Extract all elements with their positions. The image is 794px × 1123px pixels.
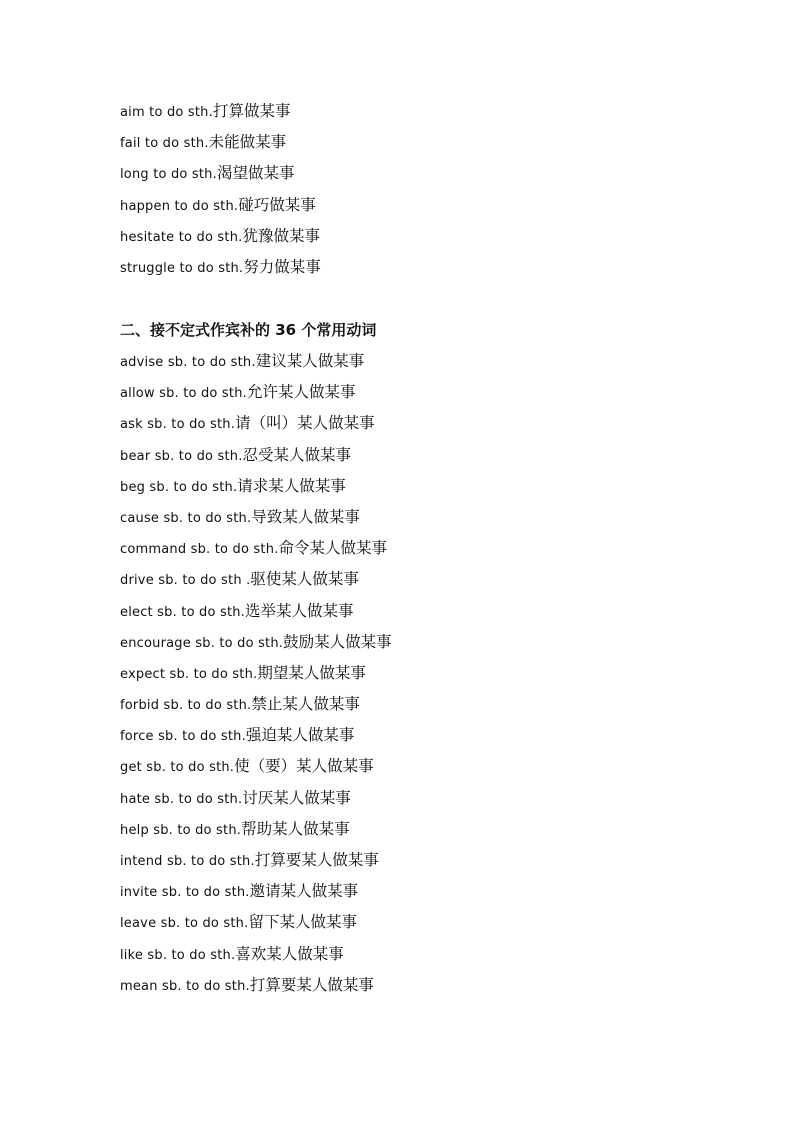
chinese-meaning: 喜欢某人做某事 [235,944,344,963]
english-phrase: allow sb. to do sth. [120,386,247,402]
chinese-meaning: 碰巧做某事 [238,195,316,214]
list-item [120,130,740,161]
chinese-meaning: 打算要某人做某事 [254,851,379,869]
list-item [120,255,740,286]
list-item [120,411,740,442]
list-item [120,474,740,505]
list-item [120,349,740,380]
english-phrase: long to do sth. [120,167,217,183]
english-phrase: help sb. to do sth. [120,822,242,838]
verb-list-section-1 [120,99,740,286]
english-phrase: leave sb. to do sth. [120,916,249,932]
chinese-meaning: 未能做某事 [208,133,287,152]
chinese-meaning: 请求某人做某事 [237,476,346,495]
list-item [120,224,740,255]
section-heading: 二、接不定式作宾补的 36 个常用动词 [120,321,377,339]
list-item [120,786,740,817]
list-item [120,536,740,567]
english-phrase: struggle to do sth. [120,260,244,276]
chinese-meaning: 留下某人做某事 [248,913,357,932]
chinese-meaning: 命令某人做某事 [278,539,387,558]
chinese-meaning: 建议某人做某事 [255,352,365,370]
english-phrase: beg sb. to do sth. [120,479,238,495]
chinese-meaning: 选举某人做某事 [245,601,354,620]
english-phrase: advise sb. to do sth. [120,355,256,370]
chinese-meaning: 邀请某人做某事 [249,882,359,901]
english-phrase: get sb. to do sth. [120,760,235,776]
list-item [120,599,740,630]
chinese-meaning: 帮助某人做某事 [241,819,350,838]
list-item [120,99,740,130]
english-phrase: command sb. to do sth. [120,542,279,558]
english-phrase: expect sb. to do sth. [120,666,258,682]
list-item [120,879,740,910]
chinese-meaning: 允许某人做某事 [246,383,356,402]
english-phrase: force sb. to do sth. [120,729,246,745]
list-item [120,973,740,1004]
english-phrase: aim to do sth. [120,105,213,120]
list-item [120,692,740,723]
english-phrase: cause sb. to do sth. [120,510,252,526]
list-item [120,161,740,192]
chinese-meaning: 渴望做某事 [216,164,295,183]
english-phrase: fail to do sth. [120,136,209,152]
chinese-meaning: 鼓励某人做某事 [283,632,392,651]
english-phrase: invite sb. to do sth. [120,885,250,901]
english-phrase: bear sb. to do sth. [120,448,243,464]
list-item [120,630,740,661]
chinese-meaning: 犹豫做某事 [242,226,320,245]
chinese-meaning: 驱使某人做某事 [250,570,359,589]
english-phrase: drive sb. to do sth . [120,573,251,589]
list-item [120,380,740,411]
list-item [120,193,740,224]
english-phrase: hate sb. to do sth. [120,791,243,807]
english-phrase: forbid sb. to do sth. [120,698,252,714]
chinese-meaning: 讨厌某人做某事 [242,788,351,807]
list-item [120,567,740,598]
chinese-meaning: 忍受某人做某事 [242,445,352,464]
list-item [120,723,740,754]
english-phrase: like sb. to do sth. [120,947,236,963]
chinese-meaning: 禁止某人做某事 [251,695,360,714]
english-phrase: elect sb. to do sth. [120,604,246,620]
list-item [120,661,740,692]
chinese-meaning: 导致某人做某事 [251,507,360,526]
verb-list-section-2 [120,349,740,1004]
english-phrase: encourage sb. to do sth. [120,635,284,651]
english-phrase: ask sb. to do sth. [120,417,236,433]
english-phrase: mean sb. to do sth. [120,978,250,994]
english-phrase: happen to do sth. [120,198,239,214]
list-item [120,848,740,879]
chinese-meaning: 打算要某人做某事 [249,975,374,994]
chinese-meaning: 使（要）某人做某事 [234,757,374,776]
list-item [120,910,740,941]
list-item [120,443,740,474]
chinese-meaning: 强迫某人做某事 [245,726,355,745]
chinese-meaning: 请（叫）某人做某事 [235,414,375,433]
chinese-meaning: 打算做某事 [212,102,291,120]
english-phrase: intend sb. to do sth. [120,854,255,869]
list-item [120,754,740,785]
list-item [120,942,740,973]
list-item [120,505,740,536]
english-phrase: hesitate to do sth. [120,229,243,245]
list-item [120,817,740,848]
chinese-meaning: 努力做某事 [243,257,321,276]
chinese-meaning: 期望某人做某事 [257,663,366,682]
